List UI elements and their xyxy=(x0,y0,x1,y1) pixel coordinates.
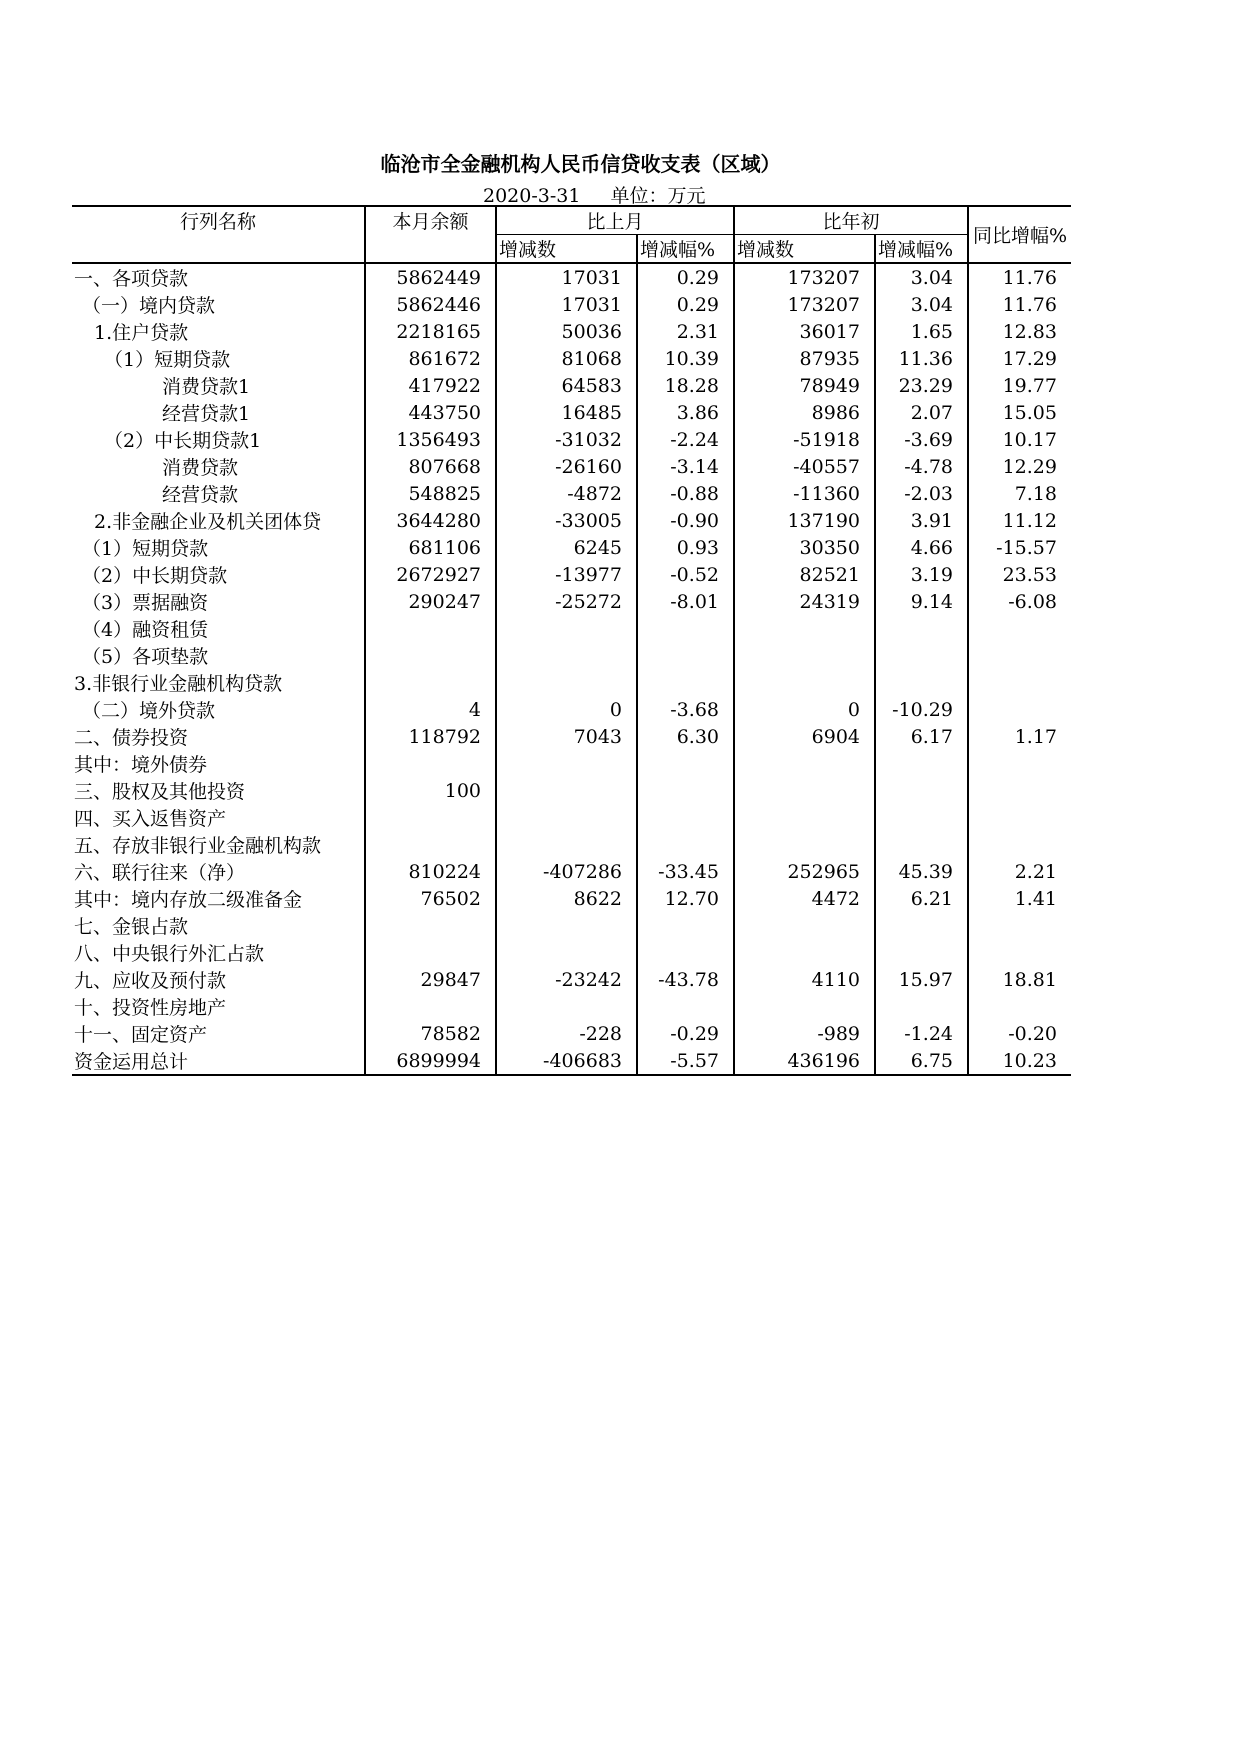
balance-cell xyxy=(365,804,496,831)
table-row xyxy=(72,804,1071,831)
ytd-change-cell xyxy=(734,669,875,696)
mom-change-cell: 64583 xyxy=(496,372,637,399)
table-row xyxy=(72,263,1071,291)
balance-cell xyxy=(365,912,496,939)
yoy-cell: 23.53 xyxy=(968,561,1071,588)
balance-cell: 861672 xyxy=(365,345,496,372)
ytd-change-pct-cell: 45.39 xyxy=(875,858,968,885)
yoy-cell xyxy=(968,831,1071,858)
row-name-cell: 八、中央银行外汇占款 xyxy=(74,943,265,965)
ytd-change-cell xyxy=(734,777,875,804)
yoy-cell: -6.08 xyxy=(968,588,1071,615)
ytd-change-pct-cell: 6.21 xyxy=(875,885,968,912)
mom-change-pct-cell: -43.78 xyxy=(637,966,734,993)
yoy-cell: 19.77 xyxy=(968,372,1071,399)
report-title: 临沧市全金融机构人民币信贷收支表（区域） xyxy=(380,152,781,176)
table-row xyxy=(72,453,1071,480)
balance-cell: 807668 xyxy=(365,453,496,480)
ytd-change-pct-cell: -3.69 xyxy=(875,426,968,453)
row-name-cell: 其中：境内存放二级准备金 xyxy=(74,889,303,911)
ytd-change-cell xyxy=(734,831,875,858)
table-row xyxy=(72,507,1071,534)
ytd-change-cell: 4472 xyxy=(734,885,875,912)
ytd-change-pct-cell xyxy=(875,669,968,696)
row-name-cell: 十一、固定资产 xyxy=(74,1024,208,1046)
ytd-change-pct-cell xyxy=(875,777,968,804)
table-row xyxy=(72,1047,1071,1075)
mom-change-cell xyxy=(496,615,637,642)
row-name-cell: 一、各项贷款 xyxy=(74,268,189,290)
ytd-change-cell: 24319 xyxy=(734,588,875,615)
row-name-cell: 五、存放非银行业金融机构款 xyxy=(74,835,322,857)
mom-change-pct-cell xyxy=(637,669,734,696)
yoy-cell: 11.76 xyxy=(968,291,1071,318)
mom-change-cell: 81068 xyxy=(496,345,637,372)
balance-cell: 2672927 xyxy=(365,561,496,588)
ytd-change-pct-cell xyxy=(875,831,968,858)
ytd-change-cell: 173207 xyxy=(734,263,875,291)
balance-cell xyxy=(365,615,496,642)
yoy-cell xyxy=(968,669,1071,696)
mom-change-cell xyxy=(496,750,637,777)
row-name-cell: 经营贷款 xyxy=(162,484,239,506)
balance-cell xyxy=(365,750,496,777)
row-name-cell: （一）境内贷款 xyxy=(82,295,216,317)
mom-change-cell xyxy=(496,777,637,804)
row-name-cell: （2）中长期贷款1 xyxy=(104,430,262,452)
row-name-cell: 其中：境外债券 xyxy=(74,754,208,776)
header-mom-change-pct: 增减幅% xyxy=(637,235,734,264)
ytd-change-cell: 6904 xyxy=(734,723,875,750)
row-name-cell: （5）各项垫款 xyxy=(82,646,209,668)
ytd-change-cell: 173207 xyxy=(734,291,875,318)
mom-change-pct-cell: -0.90 xyxy=(637,507,734,534)
row-name-cell: 七、金银占款 xyxy=(74,916,189,938)
row-name-cell: 资金运用总计 xyxy=(72,1047,365,1075)
yoy-cell: 2.21 xyxy=(968,858,1071,885)
ytd-change-pct-cell: -10.29 xyxy=(875,696,968,723)
table-row xyxy=(72,534,1071,561)
ytd-change-pct-cell: 3.04 xyxy=(875,291,968,318)
ytd-change-cell: 36017 xyxy=(734,318,875,345)
mom-change-pct-cell: 0.29 xyxy=(637,291,734,318)
header-vs-last-month: 比上月 xyxy=(496,206,734,235)
mom-change-pct-cell: -8.01 xyxy=(637,588,734,615)
ytd-change-pct-cell xyxy=(875,804,968,831)
mom-change-cell: 7043 xyxy=(496,723,637,750)
row-name-cell: 十、投资性房地产 xyxy=(74,997,227,1019)
mom-change-pct-cell: 0.29 xyxy=(637,263,734,291)
balance-cell: 810224 xyxy=(365,858,496,885)
mom-change-pct-cell: -3.14 xyxy=(637,453,734,480)
row-name-cell: 2.非金融企业及机关团体贷 xyxy=(94,511,322,533)
yoy-cell: 18.81 xyxy=(968,966,1071,993)
yoy-cell xyxy=(968,939,1071,966)
table-row xyxy=(72,669,1071,696)
ytd-change-cell: 252965 xyxy=(734,858,875,885)
balance-cell: 2218165 xyxy=(365,318,496,345)
table-row xyxy=(72,372,1071,399)
ytd-change-pct-cell: 11.36 xyxy=(875,345,968,372)
mom-change-pct-cell xyxy=(637,750,734,777)
header-balance: 本月余额 xyxy=(365,206,496,263)
ytd-change-pct-cell: 3.91 xyxy=(875,507,968,534)
table-row xyxy=(72,966,1071,993)
ytd-change-cell xyxy=(734,804,875,831)
mom-change-cell xyxy=(496,642,637,669)
row-name-cell: （3）票据融资 xyxy=(82,592,209,614)
yoy-cell: 10.17 xyxy=(968,426,1071,453)
balance-cell: 443750 xyxy=(365,399,496,426)
mom-change-cell: 17031 xyxy=(496,263,637,291)
mom-change-pct-cell: 10.39 xyxy=(637,345,734,372)
mom-change-cell: -33005 xyxy=(496,507,637,534)
row-name-cell: 三、股权及其他投资 xyxy=(74,781,246,803)
ytd-change-pct-cell: -4.78 xyxy=(875,453,968,480)
header-name: 行列名称 xyxy=(72,206,365,263)
ytd-change-pct-cell: 15.97 xyxy=(875,966,968,993)
ytd-change-cell: -51918 xyxy=(734,426,875,453)
row-name-cell: 九、应收及预付款 xyxy=(74,970,227,992)
row-name-cell: 六、联行往来（净） xyxy=(74,862,246,884)
row-name-cell: 四、买入返售资产 xyxy=(74,808,227,830)
mom-change-pct-cell: 3.86 xyxy=(637,399,734,426)
row-name-cell: （1）短期贷款 xyxy=(104,349,231,371)
yoy-cell: 1.41 xyxy=(968,885,1071,912)
table-row xyxy=(72,615,1071,642)
table-row xyxy=(72,480,1071,507)
balance-cell xyxy=(365,669,496,696)
yoy-cell xyxy=(968,993,1071,1020)
table-row xyxy=(72,561,1071,588)
mom-change-pct-cell: 6.30 xyxy=(637,723,734,750)
balance-cell: 29847 xyxy=(365,966,496,993)
mom-change-cell xyxy=(496,804,637,831)
table-row xyxy=(72,885,1071,912)
table-row xyxy=(72,318,1071,345)
mom-change-cell: 6245 xyxy=(496,534,637,561)
row-name-cell: 3.非银行业金融机构贷款 xyxy=(74,673,283,695)
yoy-cell: 15.05 xyxy=(968,399,1071,426)
balance-cell: 5862449 xyxy=(365,263,496,291)
mom-change-cell xyxy=(496,831,637,858)
ytd-change-pct-cell: 3.19 xyxy=(875,561,968,588)
table-row xyxy=(72,777,1071,804)
balance-cell: 100 xyxy=(365,777,496,804)
balance-cell: 76502 xyxy=(365,885,496,912)
mom-change-cell: -406683 xyxy=(496,1047,637,1075)
row-name-cell: （1）短期贷款 xyxy=(82,538,209,560)
mom-change-pct-cell xyxy=(637,831,734,858)
ytd-change-pct-cell: 3.04 xyxy=(875,263,968,291)
balance-cell: 290247 xyxy=(365,588,496,615)
table-row xyxy=(72,291,1071,318)
ytd-change-cell xyxy=(734,642,875,669)
yoy-cell xyxy=(968,804,1071,831)
ytd-change-pct-cell: 23.29 xyxy=(875,372,968,399)
table-row xyxy=(72,723,1071,750)
ytd-change-cell: 436196 xyxy=(734,1047,875,1075)
balance-cell: 417922 xyxy=(365,372,496,399)
ytd-change-cell: 87935 xyxy=(734,345,875,372)
ytd-change-cell: -11360 xyxy=(734,480,875,507)
ytd-change-pct-cell: 4.66 xyxy=(875,534,968,561)
ytd-change-pct-cell: 6.75 xyxy=(875,1047,968,1075)
ytd-change-pct-cell xyxy=(875,993,968,1020)
report-subtitle xyxy=(483,181,705,208)
table-row xyxy=(72,993,1071,1020)
ytd-change-cell: -40557 xyxy=(734,453,875,480)
row-name-cell: （2）中长期贷款 xyxy=(82,565,228,587)
ytd-change-cell: 78949 xyxy=(734,372,875,399)
table-row xyxy=(72,912,1071,939)
yoy-cell: 17.29 xyxy=(968,345,1071,372)
ytd-change-pct-cell xyxy=(875,912,968,939)
balance-cell: 681106 xyxy=(365,534,496,561)
table-row xyxy=(72,345,1071,372)
yoy-cell: 12.29 xyxy=(968,453,1071,480)
mom-change-pct-cell: 12.70 xyxy=(637,885,734,912)
mom-change-cell xyxy=(496,669,637,696)
row-name-cell: 消费贷款 xyxy=(162,457,239,479)
mom-change-pct-cell: -0.88 xyxy=(637,480,734,507)
table-row xyxy=(72,750,1071,777)
yoy-cell: -15.57 xyxy=(968,534,1071,561)
ytd-change-pct-cell xyxy=(875,750,968,777)
header-yoy: 同比增幅% xyxy=(968,206,1071,263)
mom-change-cell: -25272 xyxy=(496,588,637,615)
balance-cell: 118792 xyxy=(365,723,496,750)
mom-change-cell xyxy=(496,993,637,1020)
mom-change-pct-cell xyxy=(637,804,734,831)
yoy-cell xyxy=(968,615,1071,642)
balance-cell: 3644280 xyxy=(365,507,496,534)
table-row xyxy=(72,588,1071,615)
credit-table xyxy=(72,205,1071,1076)
mom-change-cell: -13977 xyxy=(496,561,637,588)
balance-cell: 6899994 xyxy=(365,1047,496,1075)
yoy-cell: -0.20 xyxy=(968,1020,1071,1047)
ytd-change-cell: 8986 xyxy=(734,399,875,426)
row-name-cell: 经营贷款1 xyxy=(162,403,251,425)
ytd-change-cell: 30350 xyxy=(734,534,875,561)
balance-cell xyxy=(365,831,496,858)
yoy-cell: 10.23 xyxy=(968,1047,1071,1075)
yoy-cell xyxy=(968,912,1071,939)
yoy-cell: 11.76 xyxy=(968,263,1071,291)
ytd-change-pct-cell: 6.17 xyxy=(875,723,968,750)
ytd-change-cell xyxy=(734,993,875,1020)
mom-change-pct-cell: 0.93 xyxy=(637,534,734,561)
header-ytd-change-pct: 增减幅% xyxy=(875,235,968,264)
ytd-change-cell: 4110 xyxy=(734,966,875,993)
ytd-change-cell xyxy=(734,939,875,966)
balance-cell xyxy=(365,993,496,1020)
balance-cell: 1356493 xyxy=(365,426,496,453)
mom-change-cell: 0 xyxy=(496,696,637,723)
yoy-cell xyxy=(968,642,1071,669)
table-row xyxy=(72,831,1071,858)
mom-change-cell: 50036 xyxy=(496,318,637,345)
ytd-change-cell xyxy=(734,750,875,777)
table-row xyxy=(72,1020,1071,1047)
mom-change-pct-cell: -2.24 xyxy=(637,426,734,453)
report-unit: 单位：万元 xyxy=(610,185,706,207)
row-name-cell: 二、债券投资 xyxy=(74,727,189,749)
mom-change-cell: -228 xyxy=(496,1020,637,1047)
balance-cell: 548825 xyxy=(365,480,496,507)
ytd-change-pct-cell: -1.24 xyxy=(875,1020,968,1047)
row-name-cell: （二）境外贷款 xyxy=(82,700,216,722)
mom-change-pct-cell xyxy=(637,615,734,642)
yoy-cell xyxy=(968,696,1071,723)
mom-change-cell: -26160 xyxy=(496,453,637,480)
mom-change-pct-cell: -0.29 xyxy=(637,1020,734,1047)
balance-cell: 78582 xyxy=(365,1020,496,1047)
balance-cell: 5862446 xyxy=(365,291,496,318)
mom-change-pct-cell xyxy=(637,912,734,939)
mom-change-cell: 16485 xyxy=(496,399,637,426)
mom-change-pct-cell: 18.28 xyxy=(637,372,734,399)
mom-change-cell xyxy=(496,912,637,939)
mom-change-pct-cell: 2.31 xyxy=(637,318,734,345)
ytd-change-cell: 82521 xyxy=(734,561,875,588)
table-row xyxy=(72,858,1071,885)
mom-change-pct-cell: -5.57 xyxy=(637,1047,734,1075)
balance-cell: 4 xyxy=(365,696,496,723)
table-row xyxy=(72,426,1071,453)
mom-change-cell xyxy=(496,939,637,966)
ytd-change-cell xyxy=(734,912,875,939)
mom-change-pct-cell: -33.45 xyxy=(637,858,734,885)
yoy-cell: 7.18 xyxy=(968,480,1071,507)
yoy-cell: 12.83 xyxy=(968,318,1071,345)
mom-change-cell: -23242 xyxy=(496,966,637,993)
ytd-change-pct-cell: 2.07 xyxy=(875,399,968,426)
ytd-change-pct-cell: 9.14 xyxy=(875,588,968,615)
mom-change-cell: 8622 xyxy=(496,885,637,912)
ytd-change-pct-cell xyxy=(875,642,968,669)
row-name-cell: 消费贷款1 xyxy=(162,376,251,398)
report-date: 2020-3-31 xyxy=(483,185,581,207)
ytd-change-cell: -989 xyxy=(734,1020,875,1047)
ytd-change-cell: 0 xyxy=(734,696,875,723)
mom-change-cell: -4872 xyxy=(496,480,637,507)
row-name-cell: 1.住户贷款 xyxy=(94,322,189,344)
balance-cell xyxy=(365,939,496,966)
ytd-change-pct-cell: -2.03 xyxy=(875,480,968,507)
yoy-cell xyxy=(968,777,1071,804)
yoy-cell xyxy=(968,750,1071,777)
mom-change-cell: -31032 xyxy=(496,426,637,453)
ytd-change-pct-cell xyxy=(875,615,968,642)
mom-change-pct-cell xyxy=(637,642,734,669)
header-vs-year-start: 比年初 xyxy=(734,206,968,235)
header-ytd-change: 增减数 xyxy=(734,235,875,264)
mom-change-cell: 17031 xyxy=(496,291,637,318)
mom-change-pct-cell: -3.68 xyxy=(637,696,734,723)
ytd-change-cell xyxy=(734,615,875,642)
table-row xyxy=(72,696,1071,723)
mom-change-pct-cell xyxy=(637,777,734,804)
mom-change-pct-cell xyxy=(637,993,734,1020)
mom-change-pct-cell xyxy=(637,939,734,966)
ytd-change-pct-cell: 1.65 xyxy=(875,318,968,345)
table-row xyxy=(72,642,1071,669)
ytd-change-pct-cell xyxy=(875,939,968,966)
yoy-cell: 11.12 xyxy=(968,507,1071,534)
yoy-cell: 1.17 xyxy=(968,723,1071,750)
header-mom-change: 增减数 xyxy=(496,235,637,264)
table-row xyxy=(72,939,1071,966)
table-row xyxy=(72,399,1071,426)
row-name-cell: （4）融资租赁 xyxy=(82,619,209,641)
mom-change-pct-cell: -0.52 xyxy=(637,561,734,588)
balance-cell xyxy=(365,642,496,669)
mom-change-cell: -407286 xyxy=(496,858,637,885)
ytd-change-cell: 137190 xyxy=(734,507,875,534)
